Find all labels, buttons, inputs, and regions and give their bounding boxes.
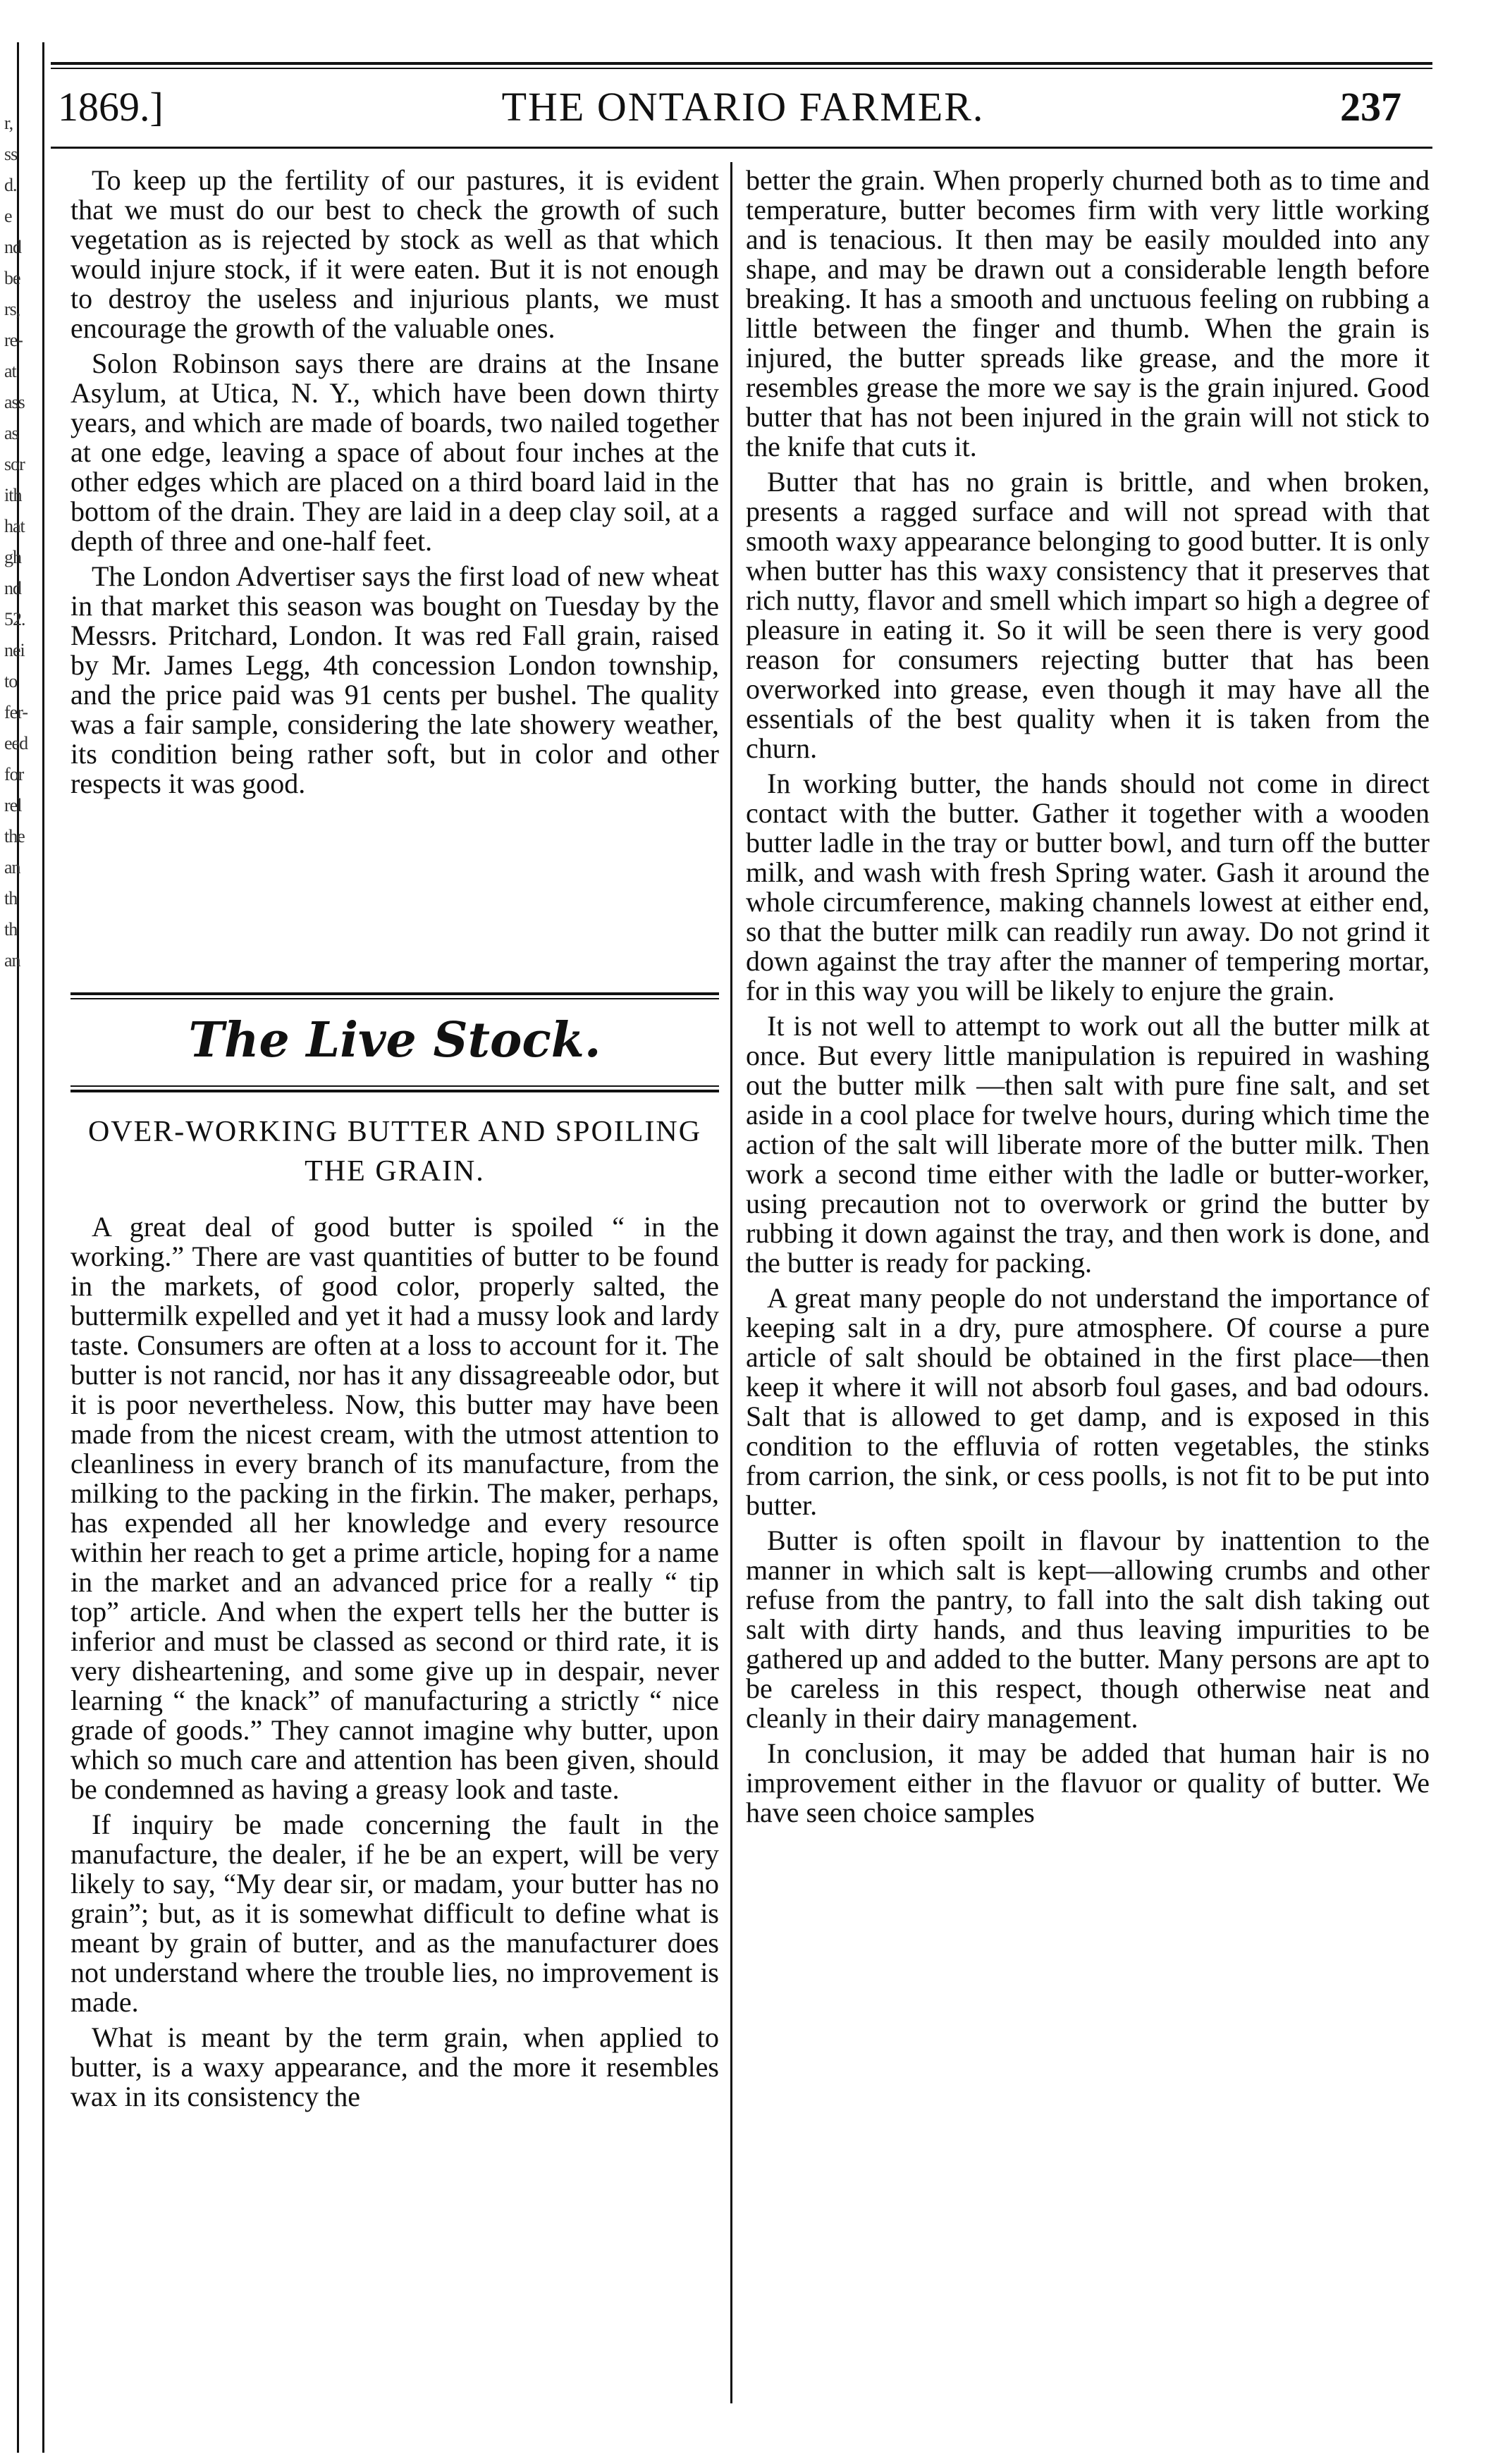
gutter-fragment: an bbox=[4, 950, 20, 971]
gutter-fragment: re- bbox=[4, 330, 23, 350]
gutter-fragment: gh bbox=[4, 547, 21, 567]
paragraph: In working butter, the hands should not come in direct contact with the butter. Gather it together with a wooden butter ladle in the tray or butter bowl, and turn off the butter milk, and wash with fresh Spring water. Gash it around the whole circumference, making channels lowest at either end, so that the butter milk can readily run away. Do not grind it down against the tray after the manner of tempering mortar, for in this way you will be likely to enjure the grain. bbox=[746, 768, 1430, 1006]
gutter-fragment: nei bbox=[4, 640, 25, 660]
column-divider bbox=[730, 162, 732, 2403]
paragraph: What is meant by the term grain, when applied to butter, is a waxy appearance, and the more it resembles wax in its consistency the bbox=[70, 2021, 719, 2112]
gutter-fragment: hat bbox=[4, 516, 25, 536]
left-column-top bbox=[70, 166, 719, 804]
paragraph: A great deal of good butter is spoiled “ in the working.” There are vast quantities of butter to be found in the markets, of good color, properly salted, the buttermilk expelled and yet it had a mussy look and lardy taste. Consumers are often at a loss to account for it. The butter is not rancid, nor has it any dissagreeable odor, but it is poor nevertheless. Now, this butter may have been made from the nicest cream, with the utmost attention to cleanliness in every branch of its manufacture, from the milking to the packing in the firkin. The maker, perhaps, has expended all her knowledge and every resource within her reach to get a prime article, hoping for a name in the market and an advanced price for a really “ tip top” article. And when the expert tells her the butter is inferior and must be classed as second or third rate, it is very disheartening, and some give up in despair, never learning “ the knack” of manufacturing a strictly “ nice grade of goods.” They cannot imagine why butter, upon which so much care and attention has been given, should be condemned as having a greasy look and taste. bbox=[70, 1211, 719, 1805]
gutter-fragment: for bbox=[4, 764, 24, 784]
paragraph: In conclusion, it may be added that human hair is no improvement either in the flavuor or quality of butter. We have seen choice samples bbox=[746, 1737, 1430, 1828]
gutter-fragment: e bbox=[4, 206, 12, 226]
gutter-fragment: the bbox=[4, 826, 25, 846]
header-bottom-rule bbox=[51, 147, 1432, 149]
paragraph: Butter that has no grain is brittle, and when broken, presents a ragged surface and will not spread with that smooth waxy appearance belonging to good butter. It is only when butter has this waxy consistency that it preserves that rich nutty, flavor and smell which impart so high a degree of pleasure in eating it. So it will be seen there is very good reason for consumers rejecting butter that has been overworked into grease, even though it may have all the essentials of the best quality when it is taken from the churn. bbox=[746, 466, 1430, 764]
gutter-fragment: rel bbox=[4, 795, 22, 815]
article-title: OVER-WORKING BUTTER AND SPOILING THE GRAIN. bbox=[87, 1116, 702, 1188]
gutter-fragment: an bbox=[4, 857, 20, 877]
gutter-fragment: nd bbox=[4, 578, 21, 598]
section-rule-bottom-thin bbox=[70, 1085, 719, 1087]
paragraph: A great many people do not understand the importance of keeping salt in a dry, pure atmosphere. Of course a pure article of salt should be obtained in the first place—then keep it where it will not absorb foul gases, and bad odours. Salt that is allowed to get damp, and is exposed in this condition to the effluvia of rotten vegetables, the stinks from carrion, the sink, or cess poolls, is not fit to be put into butter. bbox=[746, 1282, 1430, 1521]
paragraph: To keep up the fertility of our pastures, it is evident that we must do our best to check the growth of such vegetation as is rejected by stock as well as that which would injure stock, if it were eaten. But it is not enough to destroy the useless and injurious plants, we must encourage the growth of the valuable ones. bbox=[70, 164, 719, 344]
header-title: THE ONTARIO FARMER. bbox=[501, 84, 985, 130]
gutter-fragment: ass bbox=[4, 392, 25, 412]
gutter-fragment: eed bbox=[4, 733, 28, 753]
paragraph: Solon Robinson says there are drains at the Insane Asylum, at Utica, N. Y., which have been down thirty years, and which are made of boards, two nailed together at one edge, leaving a space of about four inches at the other edges which are placed on a third board laid in the bottom of the drain. They are laid in a deep clay soil, at a depth of three and one-half feet. bbox=[70, 347, 719, 557]
gutter-fragment: at bbox=[4, 361, 16, 381]
gutter-fragment: 52. bbox=[4, 609, 25, 629]
header-year: 1869.] bbox=[58, 84, 164, 130]
gutter-fragment: th bbox=[4, 919, 18, 940]
section-rule-bottom bbox=[70, 1090, 719, 1092]
gutter-rule bbox=[42, 42, 44, 2453]
adjacent-page-gutter bbox=[0, 0, 68, 2464]
gutter-fragment: d. bbox=[4, 175, 17, 195]
gutter-fragment: r, bbox=[4, 113, 13, 133]
section-rule-top-thin bbox=[70, 998, 719, 999]
gutter-fragment: be bbox=[4, 268, 20, 288]
section-rule-top bbox=[70, 992, 719, 995]
left-column-article bbox=[70, 1212, 719, 2117]
header-top-rule bbox=[51, 62, 1432, 65]
paragraph: Butter is often spoilt in flavour by inattention to the manner in which salt is kept—allowing crumbs and other refuse from the pantry, to fall into the salt dish taking out salt with dirty hands, and thus leaving impurities to be gathered up and added to the butter. Many persons are apt to be careless in this respect, though otherwise neat and cleanly in their dairy management. bbox=[746, 1524, 1430, 1734]
header-page-number: 237 bbox=[1340, 84, 1401, 130]
paragraph: The London Advertiser says the first load of new wheat in that market this season was bought on Tuesday by the Messrs. Pritchard, London. It was red Fall grain, raised by Mr. James Legg, 4th concession London township, and the price paid was 91 cents per bushel. The quality was a fair sample, considering the late showery weather, its condition being rather soft, but in color and other respects it was good. bbox=[70, 560, 719, 799]
paragraph: It is not well to attempt to work out all the butter milk at once. But every little manipulation is repuired in washing out the butter milk —then salt with pure fine salt, and set aside in a cool place for twelve hours, during which time the action of the salt will liberate more of the butter milk. Then work a second time either with the ladle or butter-worker, using precaution not to overwork or grind the butter by rubbing it down against the tray, and then work is done, and the butter is ready for packing. bbox=[746, 1010, 1430, 1279]
gutter-fragment: sor bbox=[4, 454, 25, 474]
section-heading: The Live Stock. bbox=[188, 1012, 601, 1068]
paragraph: better the grain. When properly churned both as to time and temperature, butter becomes firm with very little working and is tenacious. It then may be easily moulded into any shape, and may be drawn out a considerable length before breaking. It has a smooth and unctuous feeling on rubbing a little between the finger and thumb. When the grain is injured, the butter spreads like grease, and the more it resembles grease the more we say is the grain injured. Good butter that has not been injured in the grain will not stick to the knife that cuts it. bbox=[746, 164, 1430, 462]
gutter-fragment: ith bbox=[4, 485, 22, 505]
gutter-fragment: ss bbox=[4, 144, 18, 164]
gutter-fragment: nd bbox=[4, 237, 21, 257]
header-top-rule-thin bbox=[51, 68, 1432, 69]
gutter-fragment: to bbox=[4, 671, 18, 691]
gutter-fragment: rs, bbox=[4, 299, 20, 319]
gutter-fragment: as bbox=[4, 423, 18, 443]
gutter-fragment: th bbox=[4, 888, 18, 908]
right-column bbox=[746, 166, 1430, 1833]
gutter-fragment: fer- bbox=[4, 702, 27, 722]
paragraph: If inquiry be made concerning the fault in the manufacture, the dealer, if he be an expert, will be very likely to say, “My dear sir, or madam, your butter has no grain”; but, as it is somewhat difficult to define what is meant by grain of butter, and as the manufacturer does not understand where the trouble lies, no improvement is made. bbox=[70, 1809, 719, 2018]
